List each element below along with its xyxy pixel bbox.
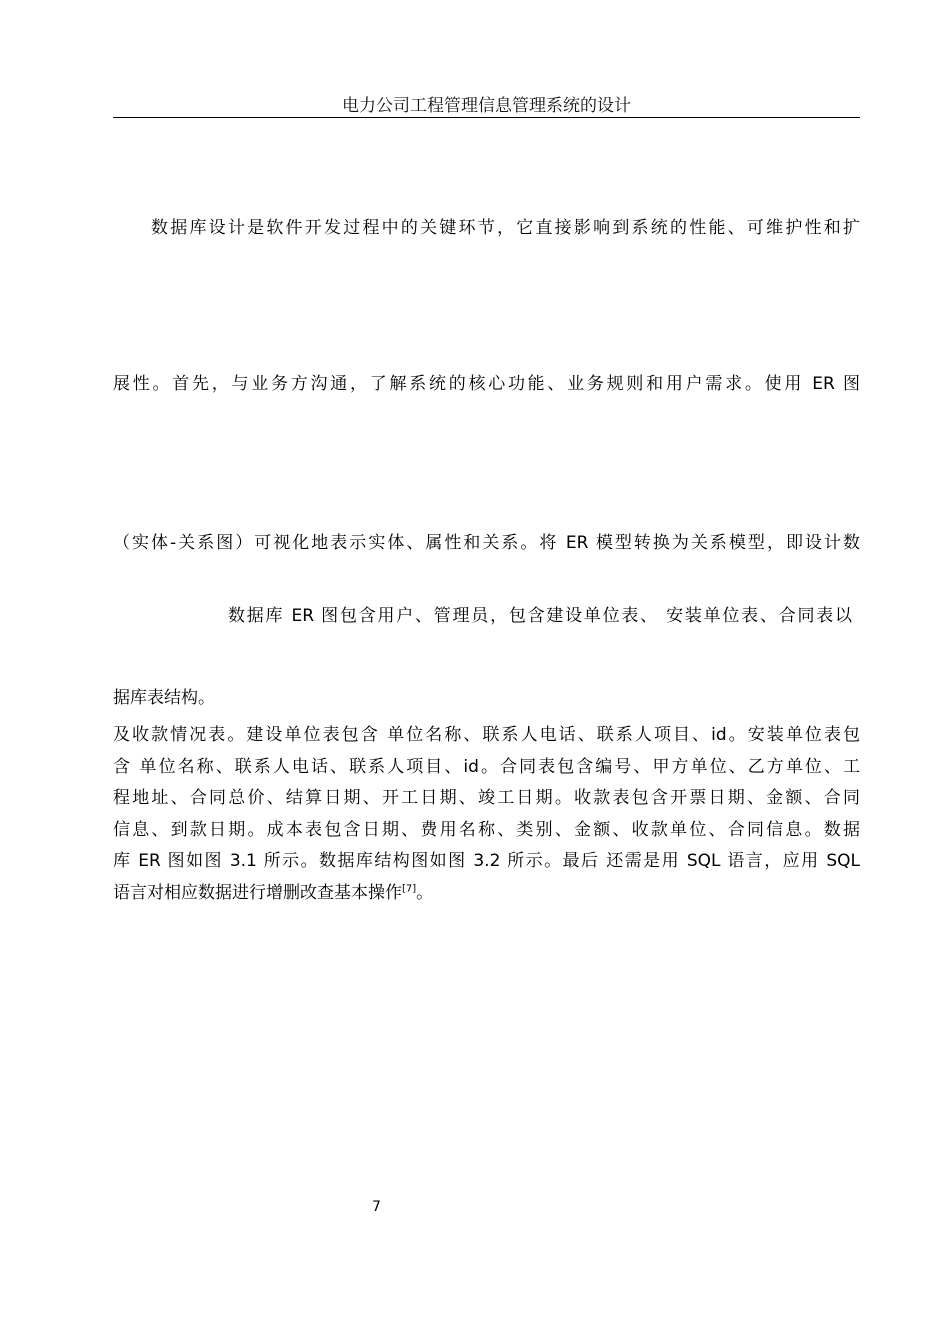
body-row-6-end: 。: [416, 882, 434, 903]
text-line-1: 数据库设计是软件开发过程中的关键环节，它直接影响到系统的性能、可维护性和扩: [151, 218, 860, 238]
header-divider: [113, 117, 860, 118]
page-header-title: 电力公司工程管理信息管理系统的设计: [342, 96, 631, 116]
body-row-1: 及收款情况表。建设单位表包含 单位名称、联系人电话、联系人项目、id。安装单位表包: [113, 725, 860, 745]
text-line-3: （实体-关系图）可视化地表示实体、属性和关系。将 ER 模型转换为关系模型，即设计数: [113, 533, 860, 553]
body-row-3: 程地址、合同总价、结算日期、开工日期、竣工日期。收款表包含开票日期、金额、合同: [113, 788, 860, 809]
body-paragraph: [113, 720, 860, 910]
body-row-5: 库 ER 图如图 3.1 所示。数据库结构图如图 3.2 所示。最后 还需是用 SQL 语言，应用 SQL: [113, 851, 860, 872]
text-line-5: 据库表结构。: [113, 688, 215, 708]
citation-reference[interactable]: [7]: [402, 883, 417, 895]
page-number: 7: [372, 1199, 381, 1215]
body-row-6-text: 语言对相应数据进行增删改查基本操作: [113, 882, 402, 903]
body-row-6: [113, 878, 860, 910]
body-row-2: 含 单位名称、联系人电话、联系人项目、id。合同表包含编号、甲方单位、乙方单位、工: [113, 756, 860, 777]
body-row-4: 信息、到款日期。成本表包含日期、费用名称、类别、金额、收款单位、合同信息。数据: [113, 819, 860, 840]
text-line-2: 展性。首先，与业务方沟通，了解系统的核心功能、业务规则和用户需求。使用 ER 图: [113, 374, 860, 394]
text-line-4: 数据库 ER 图包含用户、管理员，包含建设单位表、 安装单位表、合同表以: [228, 606, 852, 626]
